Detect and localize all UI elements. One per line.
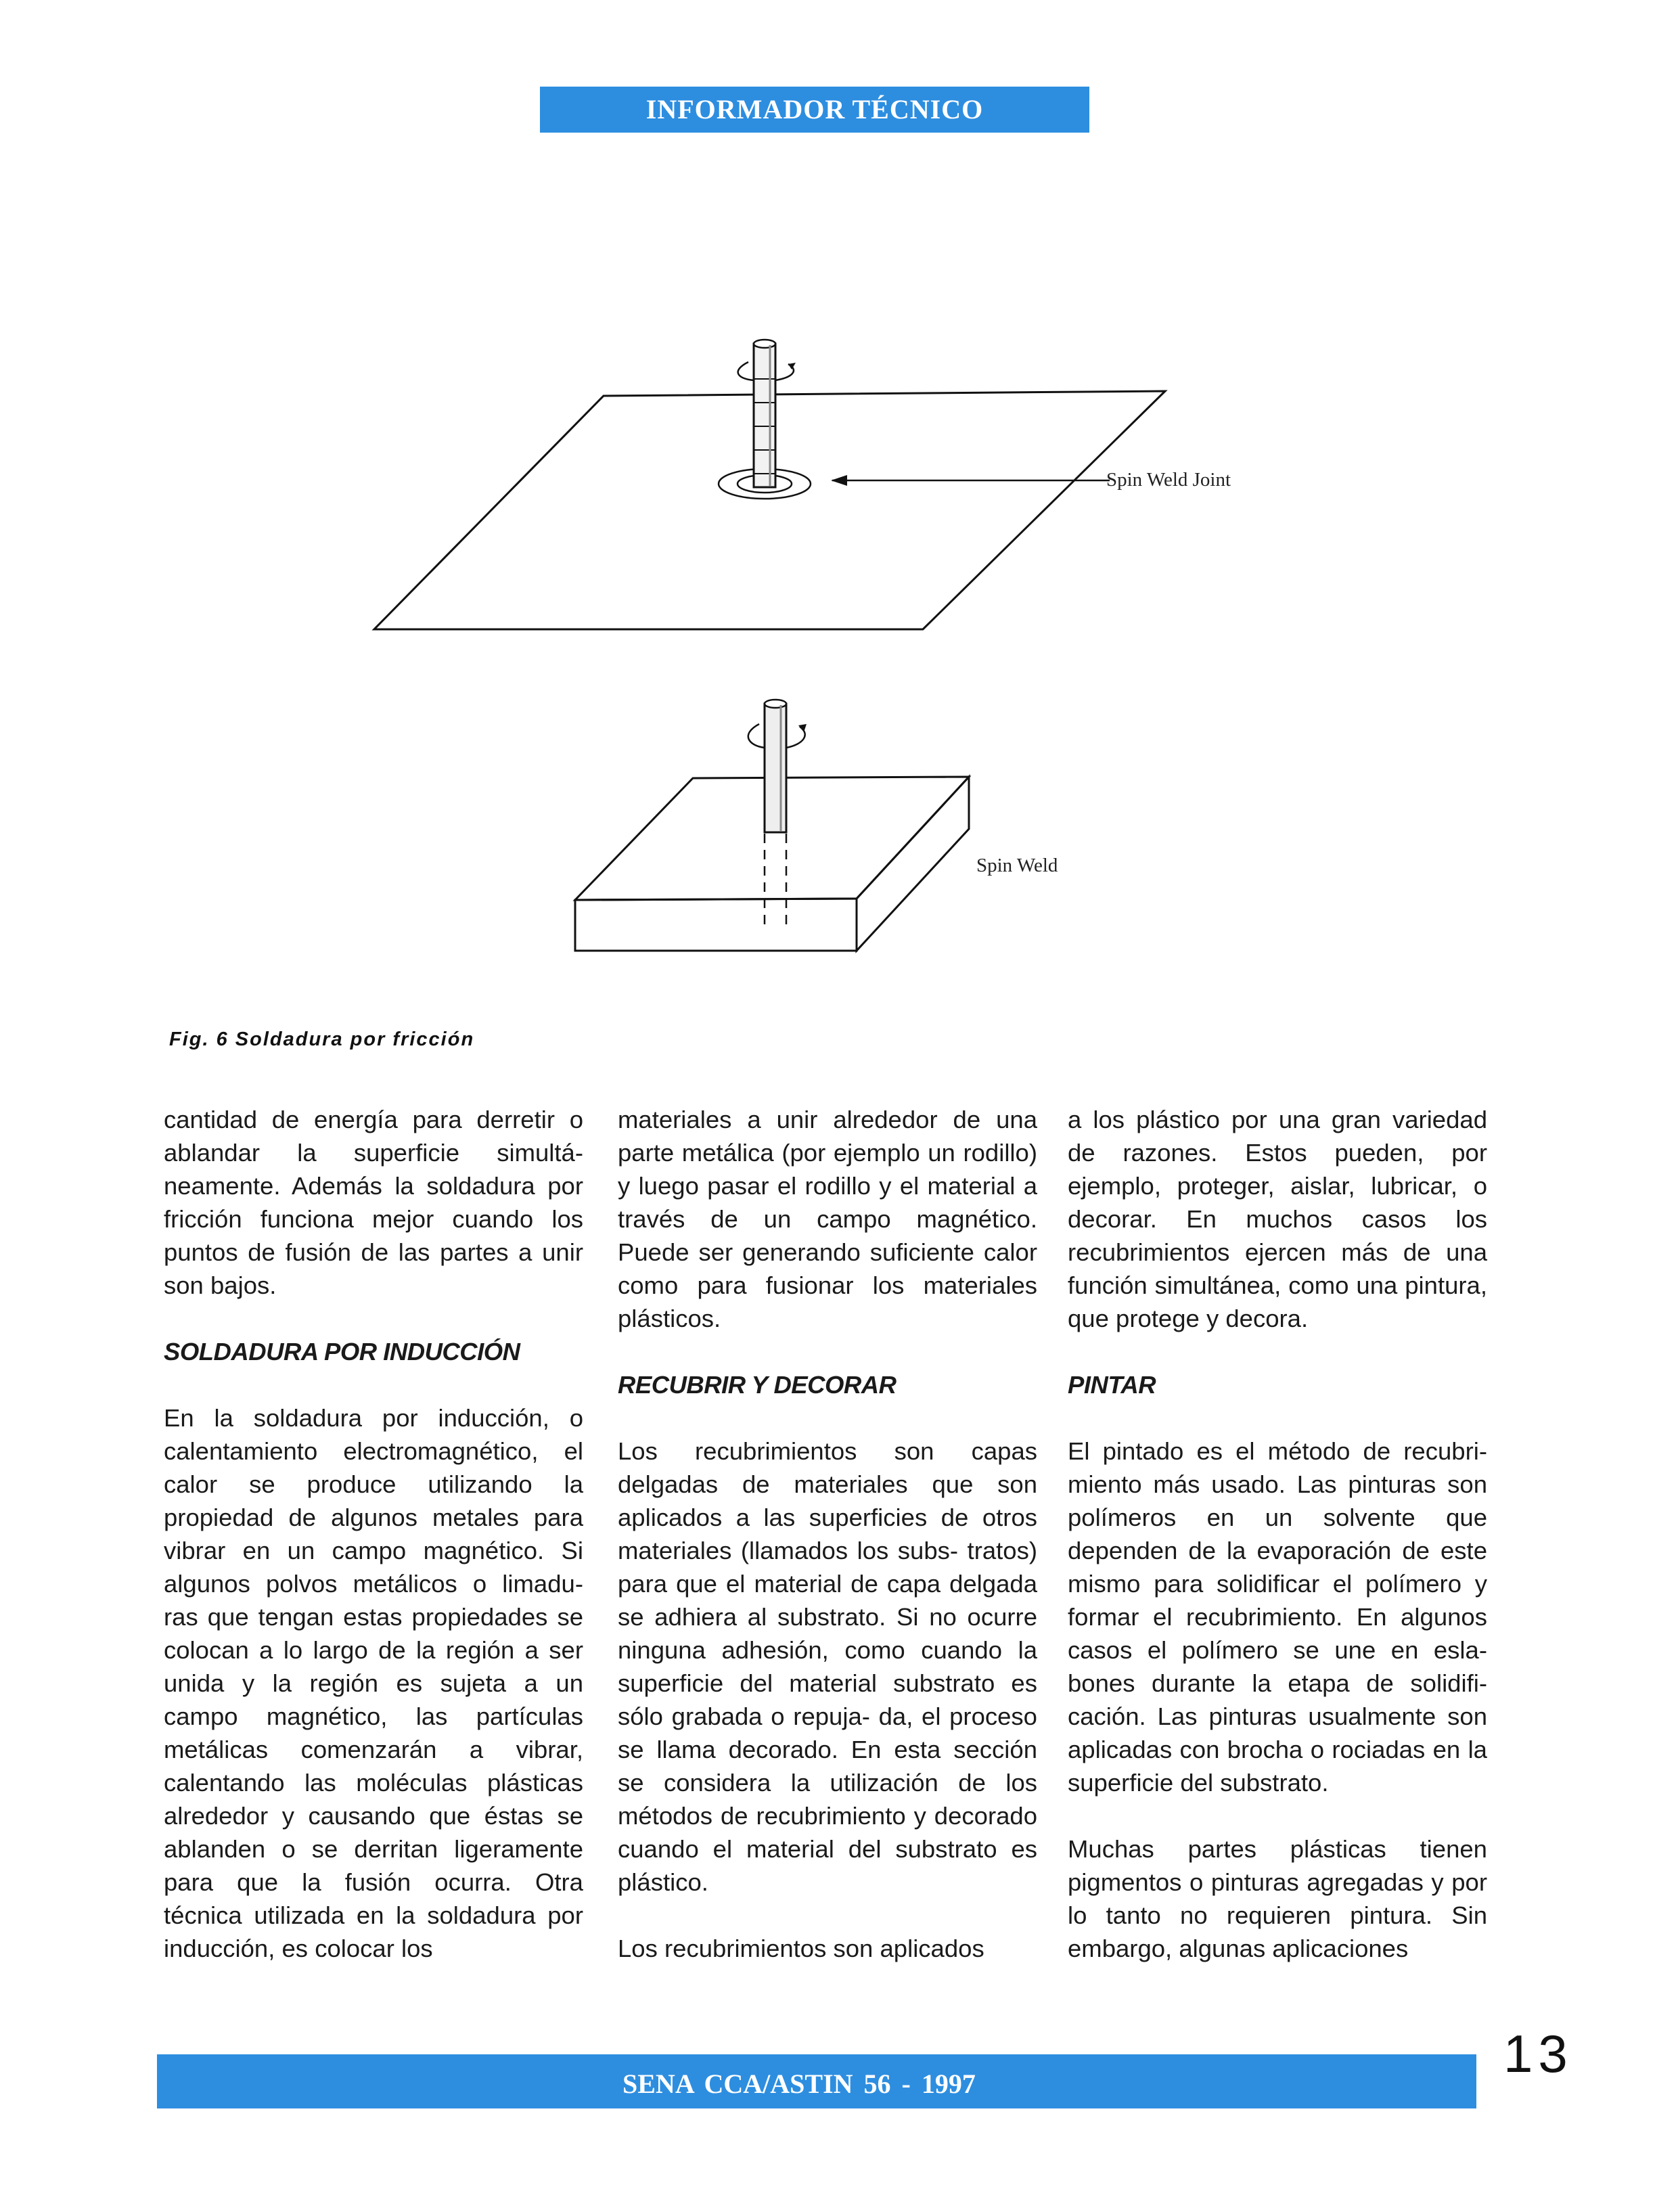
label-spin-weld: Spin Weld [976, 855, 1058, 876]
paragraph: Muchas partes plásticas tienen pigmentos o pinturas agregadas y por lo tanto no requieren pintura. Sin embargo, algunas aplicaciones [1068, 1835, 1487, 1962]
paragraph: cantidad de energía para derretir o ablandar la superficie simultá- neamente. Además la soldadura por fricción funciona mejor cuando los puntos de fusión de las partes a unir son bajos. [164, 1106, 583, 1299]
section-heading: PINTAR [1068, 1371, 1156, 1399]
footer-text: SENA CCA/ASTIN 56 - 1997 [622, 2069, 976, 2099]
paragraph: Los recubrimientos son capas delgadas de materiales que son aplicados a las superficies de otros materiales (llamados los subs- tratos) para que el material de capa delgada se adhiera al substrato. Si no ocurre ninguna adhesión, como cuando la superficie del material substrato es sólo grabada o repuja- da, el proceso se llama decorado. En esta sección se considera la utilización de los métodos de recubrimiento y decorado cuando el material del substrato es plástico. [618, 1437, 1037, 1896]
column-2 [618, 1103, 1037, 1965]
section-heading: RECUBRIR Y DECORAR [618, 1371, 897, 1399]
paragraph: Los recubrimientos son aplicados [618, 1935, 984, 1962]
page-number: 13 [1503, 2024, 1573, 2083]
column-3 [1068, 1103, 1487, 1965]
column-1 [164, 1103, 583, 1965]
paragraph: En la soldadura por inducción, o calentamiento electromagnético, el calor se produce utilizando la propiedad de algunos metales para vibrar en un campo magnético. Si algunos polvos metálicos o limadu- ras que tengan estas propiedades se colocan a lo largo de la región a ser unida y la región es sujeta a un campo magnético, las partículas metálicas comenzarán a vibrar, calentando las moléculas plásticas alrededor y causando que éstas se ablanden o se derritan ligeramente para que la fusión ocurra. Otra técnica utilizada en la soldadura por inducción, es colocar los [164, 1404, 583, 1962]
top-stud [754, 344, 775, 487]
paragraph: materiales a unir alrededor de una parte metálica (por ejemplo un rodillo) y luego pasar el rodillo y el material a través de un campo magnético. Puede ser generando suficiente calor como para fusionar los materiales plásticos. [618, 1106, 1037, 1332]
figure-caption: Fig. 6 Soldadura por fricción [169, 1029, 475, 1050]
spin-weld-figure [0, 0, 1678, 1015]
block-front [575, 899, 857, 951]
paragraph: a los plástico por una gran variedad de razones. Estos pueden, por ejemplo, proteger, aislar, lubricar, o decorar. En muchos casos los recubrimientos ejercen más de una función simultánea, como una pintura, que protege y decora. [1068, 1106, 1487, 1332]
section-heading: SOLDADURA POR INDUCCIÓN [164, 1338, 520, 1365]
bottom-stud [765, 704, 786, 832]
paragraph: El pintado es el método de recubri- miento más usado. Las pinturas son polímeros en un solvente que dependen de la evaporación de este mismo para solidificar el polímero y formar el recubrimiento. En algunos casos el polímero se une en esla- bones durante la etapa de solidifi- cación. Las pinturas usualmente son aplicadas con brocha o rociadas en la superficie del substrato. [1068, 1437, 1487, 1797]
label-spin-weld-joint: Spin Weld Joint [1106, 469, 1231, 491]
header-banner: INFORMADOR TÉCNICO [540, 87, 1089, 133]
block-side [857, 777, 969, 951]
